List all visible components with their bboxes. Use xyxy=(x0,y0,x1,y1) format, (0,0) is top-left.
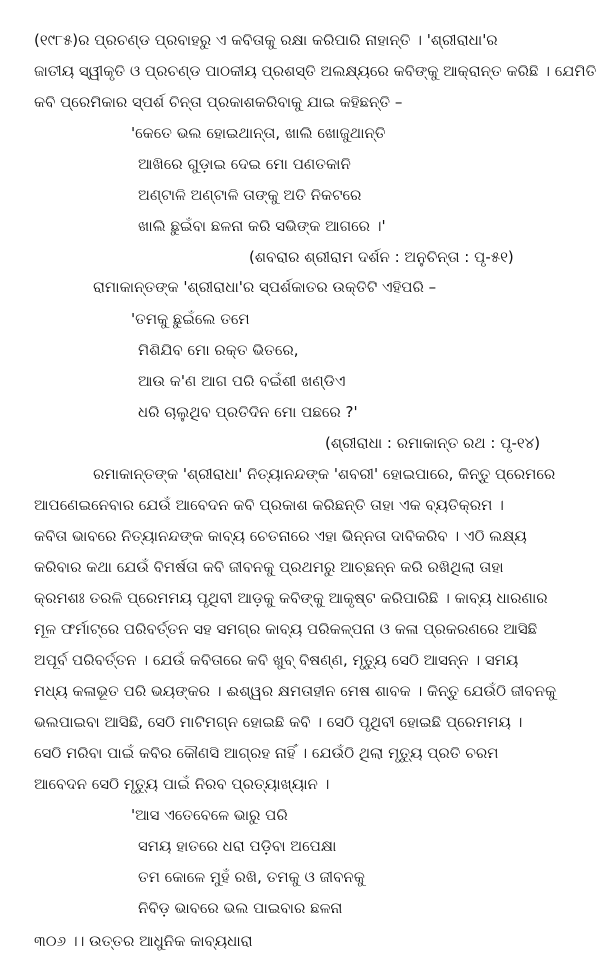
body-line-4: ରାମାକାନ୍ତଙ୍କ 'ଶ୍ରୀରାଧା'ର ସ୍ପର୍ଶକାତର ଉକ୍ତିଟି ଏହିପରି – xyxy=(93,278,437,296)
body-line-7: କବିତା ଭାବରେ ନିତ୍ୟାନନ୍ଦଙ୍କ କାବ୍ୟ ଚେତନାରେ ଏହା ଭିନ୍ନତା ଦାବିକରିବ । ଏଠି ଲକ୍ଷ୍ୟ xyxy=(34,527,527,545)
body-line-13: ଭଲପାଇବା ଆସିଛି, ସେଠି ମାଟିମଗ୍ନ ହୋଇଛି କବି । ସେଠି ପୃଥିବୀ ହୋଇଛି ପ୍ରେମମୟ । xyxy=(34,713,523,731)
quote-3-line-1: 'ଆସ ଏତେବେଳେ ଭାରୁ ପରି xyxy=(131,806,288,824)
body-line-9: କ୍ରମଶଃ ତରଳି ପ୍ରେମମୟ ପୃଥିବୀ ଆଡ଼କୁ କବିଙ୍କୁ ଆକୃଷ୍ଟ କରିପାରିଛି । କାବ୍ୟ ଧାରଣାର xyxy=(34,589,548,607)
quote-1-line-2: ଆଖିରେ ଗୁଡ଼ାଇ ଦେଇ ମୋ ପଣତକାନି xyxy=(138,155,351,173)
quote-3-line-2: ସମୟ ହାତରେ ଧରା ପଡ଼ିବା ଅପେକ୍ଷା xyxy=(138,837,337,855)
body-line-14: ସେଠି ମରିବା ପାଇଁ କବିର କୌଣସି ଆଗ୍ରହ ନାହିଁ । ଯେଉଁଠି ଥିଲା ମୃତ୍ୟୁ ପ୍ରତି ଚରମ xyxy=(34,744,499,762)
quote-1-line-1: 'କେତେ ଭଲ ହୋଇଥାନ୍ତା, ଖାଲି ଖୋଜୁଥାନ୍ତି xyxy=(131,124,386,142)
body-line-2: ଜାତୀୟ ସ୍ୱୀକୃତି ଓ ପ୍ରଚଣ୍ଡ ପାଠକୀୟ ପ୍ରଶସ୍ତି ଅଲକ୍ଷ୍ୟରେ କବିଙ୍କୁ ଆକ୍ରାନ୍ତ କରିଛି । ଯେମିତି xyxy=(34,62,597,80)
body-line-8: କରିବାର କଥା ଯେଉଁ ବିମର୍ଷତା କବି ଜୀବନକୁ ପ୍ରଥମରୁ ଆଚ୍ଛନ୍ନ କରି ରଖିଥିଲା ତାହା xyxy=(34,558,504,576)
body-line-12: ମଧ୍ୟ କଳାଭୂତ ପରି ଭୟଙ୍କର । ଈଶ୍ୱର କ୍ଷମତାହୀନ ମେଷ ଶାବକ । କିନ୍ତୁ ଯେଉଁଠି ଜୀବନକୁ xyxy=(34,682,557,700)
page-footer: ୩୦୬ ।। ଉତ୍ତର ଆଧୁନିକ କାବ୍ୟଧାରା xyxy=(34,932,253,950)
quote-1-citation: (ଶବରାର ଶ୍ରୀରାମ ଦର୍ଶନ : ଅନୁଚିନ୍ତା : ପୃ-୫୧) xyxy=(249,248,514,266)
body-line-15: ଆବେଦନ ସେଠି ମୃତ୍ୟୁ ପାଇଁ ନିରବ ପ୍ରତ୍ୟାଖ୍ୟାନ । xyxy=(34,775,330,793)
quote-2-citation: (ଶ୍ରୀରାଧା : ରମାକାନ୍ତ ରଥ : ପୃ-୧୪) xyxy=(325,434,541,452)
body-line-6: ଆପଣେଇନେବାର ଯେଉଁ ଆବେଦନ କବି ପ୍ରକାଶ କରିଛନ୍ତି ତାହା ଏକ ବ୍ୟତିକ୍ରମ । xyxy=(34,496,504,514)
quote-1-line-4: ଖାଲି ଛୁଇଁବା ଛଳନା କରି ସଭିଙ୍କ ଆଗରେ ।' xyxy=(138,217,386,235)
quote-2-line-3: ଆଉ କ'ଣ ଆଗ ପରି ବଇଁଶୀ ଖଣ୍ଡିଏ xyxy=(138,372,346,390)
quote-2-line-4: ଧରି ଚାଲୁଥିବ ପ୍ରତିଦିନ ମୋ ପଛରେ ?' xyxy=(138,403,358,421)
quote-3-line-4: ନିବିଡ଼ ଭାବରେ ଭଲ ପାଇବାର ଛଳନା xyxy=(138,899,343,917)
quote-2-line-2: ମିଶିଯିବ ମୋ ରକ୍ତ ଭିତରେ, xyxy=(138,341,299,359)
quote-3-line-3: ତମ କୋଳେ ମୁହଁ ରଖି, ତମକୁ ଓ ଜୀବନକୁ xyxy=(138,868,365,886)
body-line-1: (୧୯୮୫)ର ପ୍ରଚଣ୍ଡ ପ୍ରବାହରୁ ଏ କବିତାକୁ ରକ୍ଷା କରିପାରି ନାହାନ୍ତି । 'ଶ୍ରୀରାଧା'ର xyxy=(34,31,498,49)
body-line-10: ମୂଳ ଫର୍ମାଟ୍‌ରେ ପରିବର୍ତ୍ତନ ସହ ସମଗ୍ର କାବ୍ୟ ପରିକଳ୍ପନା ଓ କଳା ପ୍ରକରଣରେ ଆସିଛି xyxy=(34,620,538,638)
body-line-3: କବି ପ୍ରେମିକାର ସ୍ପର୍ଶ ଚିନ୍ତା ପ୍ରକାଶକରିବାକୁ ଯାଇ କହିଛନ୍ତି – xyxy=(34,93,403,111)
body-line-11: ଅପୂର୍ବ ପରିବର୍ତ୍ତନ । ଯେଉଁ କବିତାରେ କବି ଖୁବ୍ ବିଷଣ୍ଣ, ମୃତ୍ୟୁ ସେଠି ଆସନ୍ନ । ସମୟ xyxy=(34,651,519,669)
quote-2-line-1: 'ତମକୁ ଛୁଇଁଲେ ତମେ xyxy=(131,310,250,328)
body-line-5: ରମାକାନ୍ତଙ୍କ 'ଶ୍ରୀରାଧା' ନିତ୍ୟାନନ୍ଦଙ୍କ 'ଶବରୀ' ହୋଇପାରେ, କିନ୍ତୁ ପ୍ରେମରେ xyxy=(93,465,556,483)
quote-1-line-3: ଅଣ୍ଟାଳି ଅଣ୍ଟାଳି ତାଙ୍କୁ ଅତି ନିକଟରେ xyxy=(138,186,362,204)
